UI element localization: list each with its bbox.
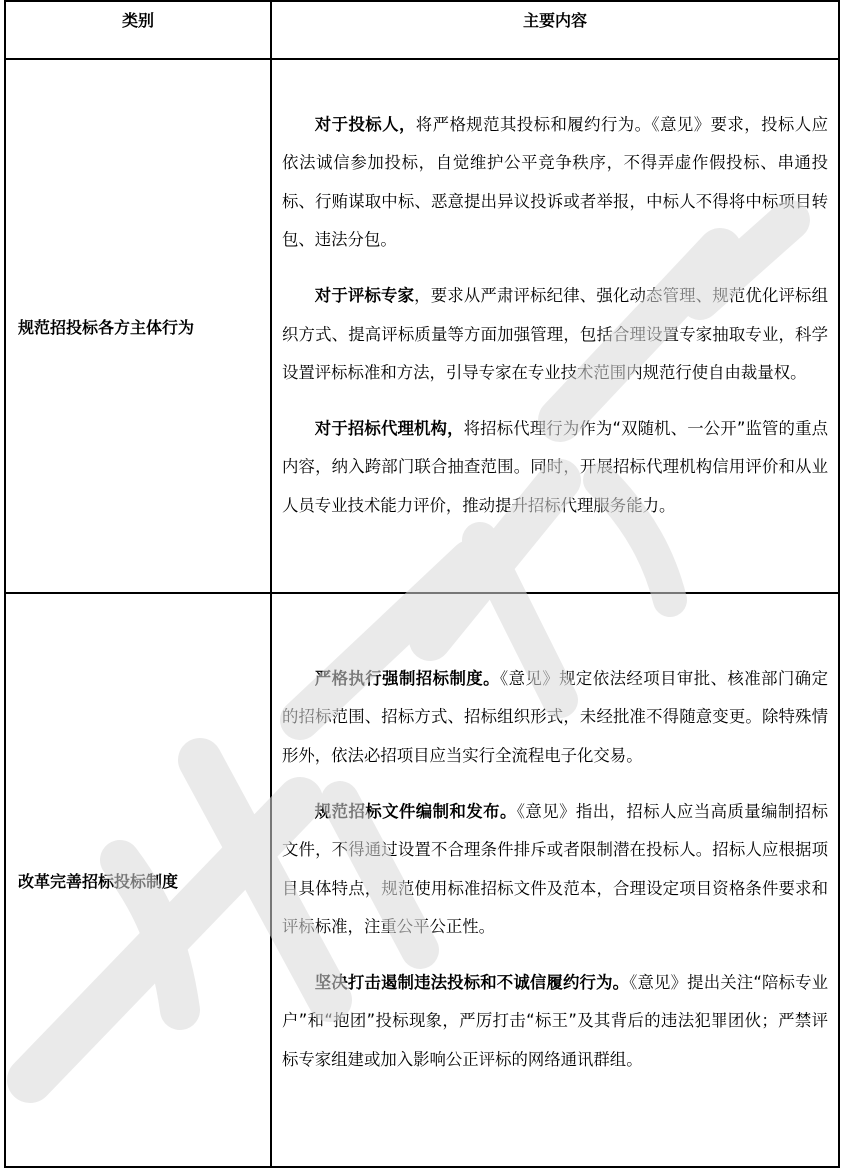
content-cell (271, 593, 839, 1167)
content-paragraph (282, 106, 828, 259)
content-table (4, 0, 840, 1168)
header-content: 主要内容 (271, 1, 839, 59)
paragraph-lead: 严格执行强制招标制度。 (314, 669, 500, 689)
paragraph-text: 《意见》提出关注“陪标专业户”和“抱团”投标现象，严厉打击“标王”及其背后的违法犯罪团伙；严禁评标专家组建或加入影响公正评标的网络通讯群组。 (282, 973, 829, 1069)
table-row (5, 59, 839, 593)
paragraph-lead: 对于投标人， (314, 115, 416, 135)
paragraph-lead: 对于评标专家 (314, 286, 415, 306)
category-cell: 改革完善招标投标制度 (5, 593, 271, 1167)
paragraph-text: ，要求从严肃评标纪律、强化动态管理、规范优化评标组织方式、提高评标质量等方面加强管理，包括合理设置专家抽取专业，科学设置评标标准和方法，引导专家在专业技术范围内规范行使自由裁量权。 (282, 286, 829, 382)
paragraph-text: 《意见》指出，招标人应当高质量编制招标文件，不得通过设置不合理条件排斥或者限制潜在投标人。招标人应根据项目具体特点，规范使用标准招标文件及范本，合理设定项目资格条件要求和评标标准，注重公平公正性。 (282, 801, 828, 936)
paragraph-text: 将招标代理行为作为“双随机、一公开”监管的重点内容，纳入跨部门联合抽查范围。同时，开展招标代理机构信用评价和从业人员专业技术能力评价，推动提升招标代理服务能力。 (282, 419, 829, 515)
paragraph-lead: 规范招标文件编制和发布。 (314, 801, 517, 821)
paragraph-lead: 坚决打击遏制违法投标和不诚信履约行为。 (314, 973, 630, 993)
content-cell (271, 59, 839, 593)
content-paragraph (282, 964, 828, 1079)
content-paragraph (282, 660, 828, 775)
content-paragraph (282, 410, 828, 525)
table-row (5, 593, 839, 1167)
content-paragraph (282, 277, 828, 392)
header-row (5, 1, 839, 59)
category-cell: 规范招投标各方主体行为 (5, 59, 271, 593)
header-category: 类别 (5, 1, 271, 59)
paragraph-lead: 对于招标代理机构， (314, 419, 464, 439)
content-paragraph (282, 793, 828, 946)
paragraph-text: 将严格规范其投标和履约行为。《意见》要求，投标人应依法诚信参加投标，自觉维护公平竞争秩序，不得弄虚作假投标、串通投标、行贿谋取中标、恶意提出异议投诉或者举报，中标人不得将中标项目转包、违法分包。 (282, 115, 828, 249)
paragraph-text: 《意见》规定依法经项目审批、核准部门确定的招标范围、招标方式、招标组织形式，未经批准不得随意变更。除特殊情形外，依法必招项目应当实行全流程电子化交易。 (282, 669, 828, 765)
